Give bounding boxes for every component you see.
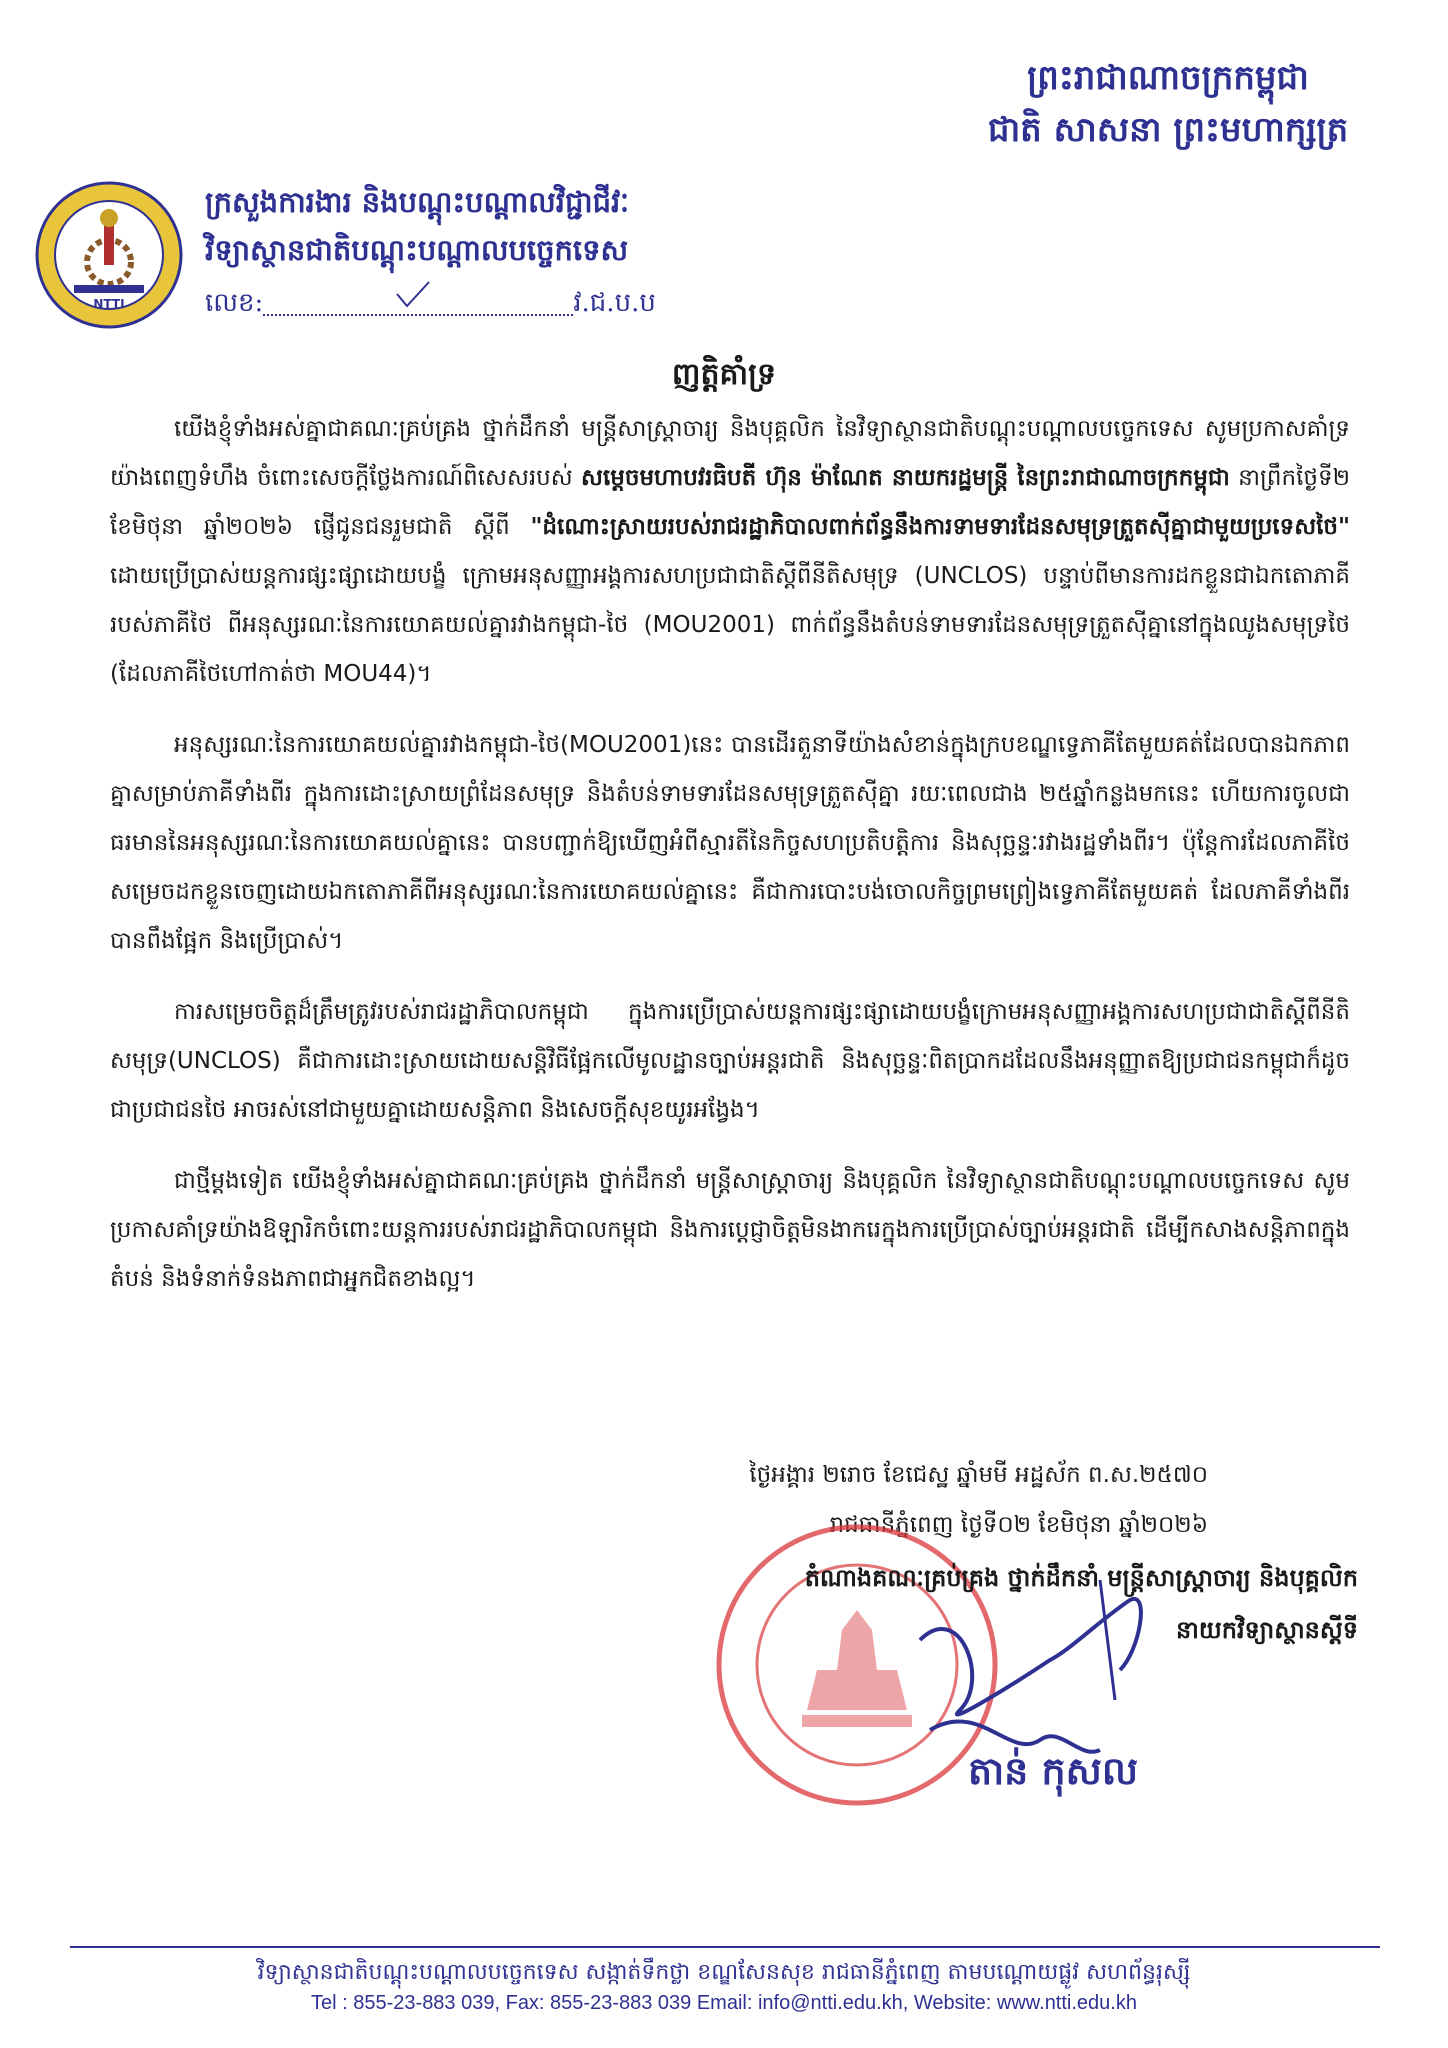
ref-prefix: លេខ: <box>205 288 264 318</box>
document-body <box>110 405 1350 1326</box>
kingdom-header <box>958 52 1378 156</box>
p1-pm-name: សម្តេចមហាបវរធិបតី ហ៊ុន ម៉ាណែត នាយករដ្ឋមន្ត្រី នៃព្រះរាជាណាចក្រកម្ពុជា <box>581 465 1230 491</box>
ntti-logo <box>34 180 184 330</box>
logo-text: NTTI <box>93 297 125 311</box>
document-title: ញត្តិគាំទ្រ <box>671 357 777 392</box>
signer-title-line1: តំណាងគណៈគ្រប់គ្រង ថ្នាក់ដឹកនាំ មន្ត្រីសាស្ត្រាចារ្យ និងបុគ្គលិក <box>804 1563 1358 1592</box>
p1-text-a: យើងខ្ញុំទាំងអស់គ្នាជាគណៈគ្រប់គ្រង ថ្នាក់ដឹកនាំ មន្ត្រីសាស្ត្រាចារ្យ និងបុគ្គលិក នៃវិទ្យាស្ថានជាតិបណ្តុះបណ្តាលបច្ចេកទេស សូមប្រកាសគាំទ្រយ៉ាងពេញទំហឹង ចំពោះសេចក្តីថ្លែងការណ៍ពិសេសរបស់ <box>110 416 1350 491</box>
ministry-block <box>205 178 629 274</box>
kingdom-motto: ជាតិ សាសនា ព្រះមហាក្សត្រ <box>987 110 1349 150</box>
footer-address: វិទ្យាស្ថានជាតិបណ្តុះបណ្តាលបច្ចេកទេស សង្កាត់ទឹកថ្លា ខណ្ឌសែនសុខ រាជធានីភ្នំពេញ តាមបណ្តោយផ្លូវ សហព័ន្ធរុស្ស៊ី <box>257 1960 1191 1985</box>
ministry-name: ក្រសួងការងារ និងបណ្តុះបណ្តាលវិជ្ជាជីវៈ <box>205 185 630 219</box>
signer-name: តាន់ កុសល <box>968 1748 1139 1793</box>
paragraph-2: អនុស្សរណៈនៃការយោគយល់គ្នារវាងកម្ពុជា-ថៃ(MOU2001)នេះ បានដើរតួនាទីយ៉ាងសំខាន់ក្នុងក្របខណ្ឌទ្វេភាគីតែមួយគត់ដែលបានឯកភាពគ្នាសម្រាប់ភាគីទាំងពីរ ក្នុងការដោះស្រាយព្រំដែនសមុទ្រ និងតំបន់ទាមទារដែនសមុទ្រត្រួតស៊ីគ្នា រយៈពេលជាង ២៥ឆ្នាំកន្លងមកនេះ ហើយការចូលជាធរមាននៃអនុស្សរណៈនៃការយោគយល់គ្នានេះ បានបញ្ជាក់ឱ្យឃើញអំពីស្មារតីនៃកិច្ចសហប្រតិបត្តិការ និងសុច្ឆន្ទៈរវាងរដ្ឋទាំងពីរ។ ប៉ុន្តែការដែលភាគីថៃសម្រេចដកខ្លួនចេញដោយឯកតោភាគីពីអនុស្សរណៈនៃការយោគយល់គ្នានេះ គឺជាការបោះបង់ចោលកិច្ចព្រមព្រៀងទ្វេភាគីតែមួយគត់ ដែលភាគីទាំងពីរបានពឹងផ្អែក និងប្រើប្រាស់។ <box>110 732 1350 954</box>
institute-name: វិទ្យាស្ថានជាតិបណ្តុះបណ្តាលបច្ចេកទេស <box>205 233 629 267</box>
paragraph-1 <box>110 405 1350 699</box>
lunar-date: ថ្ងៃអង្គារ ២រោច ខែជេស្ឋ ឆ្នាំមមី អដ្ឋស័ក ព.ស.២៥៧០ <box>749 1462 1208 1488</box>
footer-divider <box>70 1946 1380 1948</box>
p1-statement-title: "ដំណោះស្រាយរបស់រាជរដ្ឋាភិបាលពាក់ព័ន្ធនឹងការទាមទារដែនសមុទ្រត្រួតស៊ីគ្នាជាមួយប្រទេសថៃ" <box>530 514 1350 540</box>
kingdom-title: ព្រះរាជាណាចក្រកម្ពុជា <box>1027 58 1309 98</box>
p1-text-e: ដោយប្រើប្រាស់យន្តការផ្សះផ្សាដោយបង្ខំ ក្រោមអនុសញ្ញាអង្គការសហប្រជាជាតិស្តីពីនីតិសមុទ្រ (UNCLOS) បន្ទាប់ពីមានការដកខ្លួនជាឯកតោភាគីរបស់ភាគីថៃ ពីអនុស្សរណៈនៃការយោគយល់គ្នារវាងកម្ពុជា-ថៃ (MOU2001) ពាក់ព័ន្ធនឹងតំបន់ទាមទារដែនសមុទ្រត្រួតស៊ីគ្នានៅក្នុងឈូងសមុទ្រថៃ (ដែលភាគីថៃហៅកាត់ថា MOU44)។ <box>110 563 1350 687</box>
reference-number <box>205 286 656 324</box>
ref-dots <box>263 292 573 316</box>
p1-text-c: នាព្រឹកថ្ងៃទី២ ខែមិថុនា ឆ្នាំ២០២៦ ផ្ញើជូនជនរួមជាតិ ស្តីពី <box>110 465 1351 540</box>
paragraph-4: ជាថ្មីម្តងទៀត យើងខ្ញុំទាំងអស់គ្នាជាគណៈគ្រប់គ្រង ថ្នាក់ដឹកនាំ មន្ត្រីសាស្ត្រាចារ្យ និងបុគ្គលិក នៃវិទ្យាស្ថានជាតិបណ្តុះបណ្តាលបច្ចេកទេស សូមប្រកាសគាំទ្រយ៉ាងឱឡារិកចំពោះយន្តការរបស់រាជរដ្ឋាភិបាលកម្ពុជា និងការប្តេជ្ញាចិត្តមិនងាករេក្នុងការប្រើប្រាស់ច្បាប់អន្តរជាតិ ដើម្បីកសាងសន្តិភាពក្នុងតំបន់ និងទំនាក់ទំនងភាពជាអ្នកជិតខាងល្អ។ <box>110 1168 1350 1292</box>
signer-title-line2: នាយកវិទ្យាស្ថានស្តីទី <box>1176 1615 1358 1644</box>
footer-contact: Tel : 855-23-883 039, Fax: 855-23-883 039 Email: info@ntti.edu.kh, Website: www.ntti.edu.kh <box>311 1992 1137 2014</box>
paragraph-3: ការសម្រេចចិត្តដ៏ត្រឹមត្រូវរបស់រាជរដ្ឋាភិបាលកម្ពុជា ក្នុងការប្រើប្រាស់យន្តការផ្សះផ្សាដោយបង្ខំក្រោមអនុសញ្ញាអង្គការសហប្រជាជាតិស្តីពីនីតិសមុទ្រ(UNCLOS) គឺជាការដោះស្រាយដោយសន្តិវិធីផ្អែកលើមូលដ្ឋានច្បាប់អន្តរជាតិ និងសុច្ឆន្ទៈពិតប្រាកដដែលនឹងអនុញ្ញាតឱ្យប្រជាជនកម្ពុជាក៏ដូចជាប្រជាជនថៃ អាចរស់នៅជាមួយគ្នាដោយសន្តិភាព និងសេចក្តីសុខយូរអង្វែង។ <box>110 999 1350 1123</box>
check-mark-icon <box>393 280 433 310</box>
ref-suffix: វ.ជ.ប.ប <box>573 288 656 318</box>
solar-date: រាជធានីភ្នំពេញ ថ្ងៃទី០២ ខែមិថុនា ឆ្នាំ២០២៦ <box>829 1512 1208 1538</box>
